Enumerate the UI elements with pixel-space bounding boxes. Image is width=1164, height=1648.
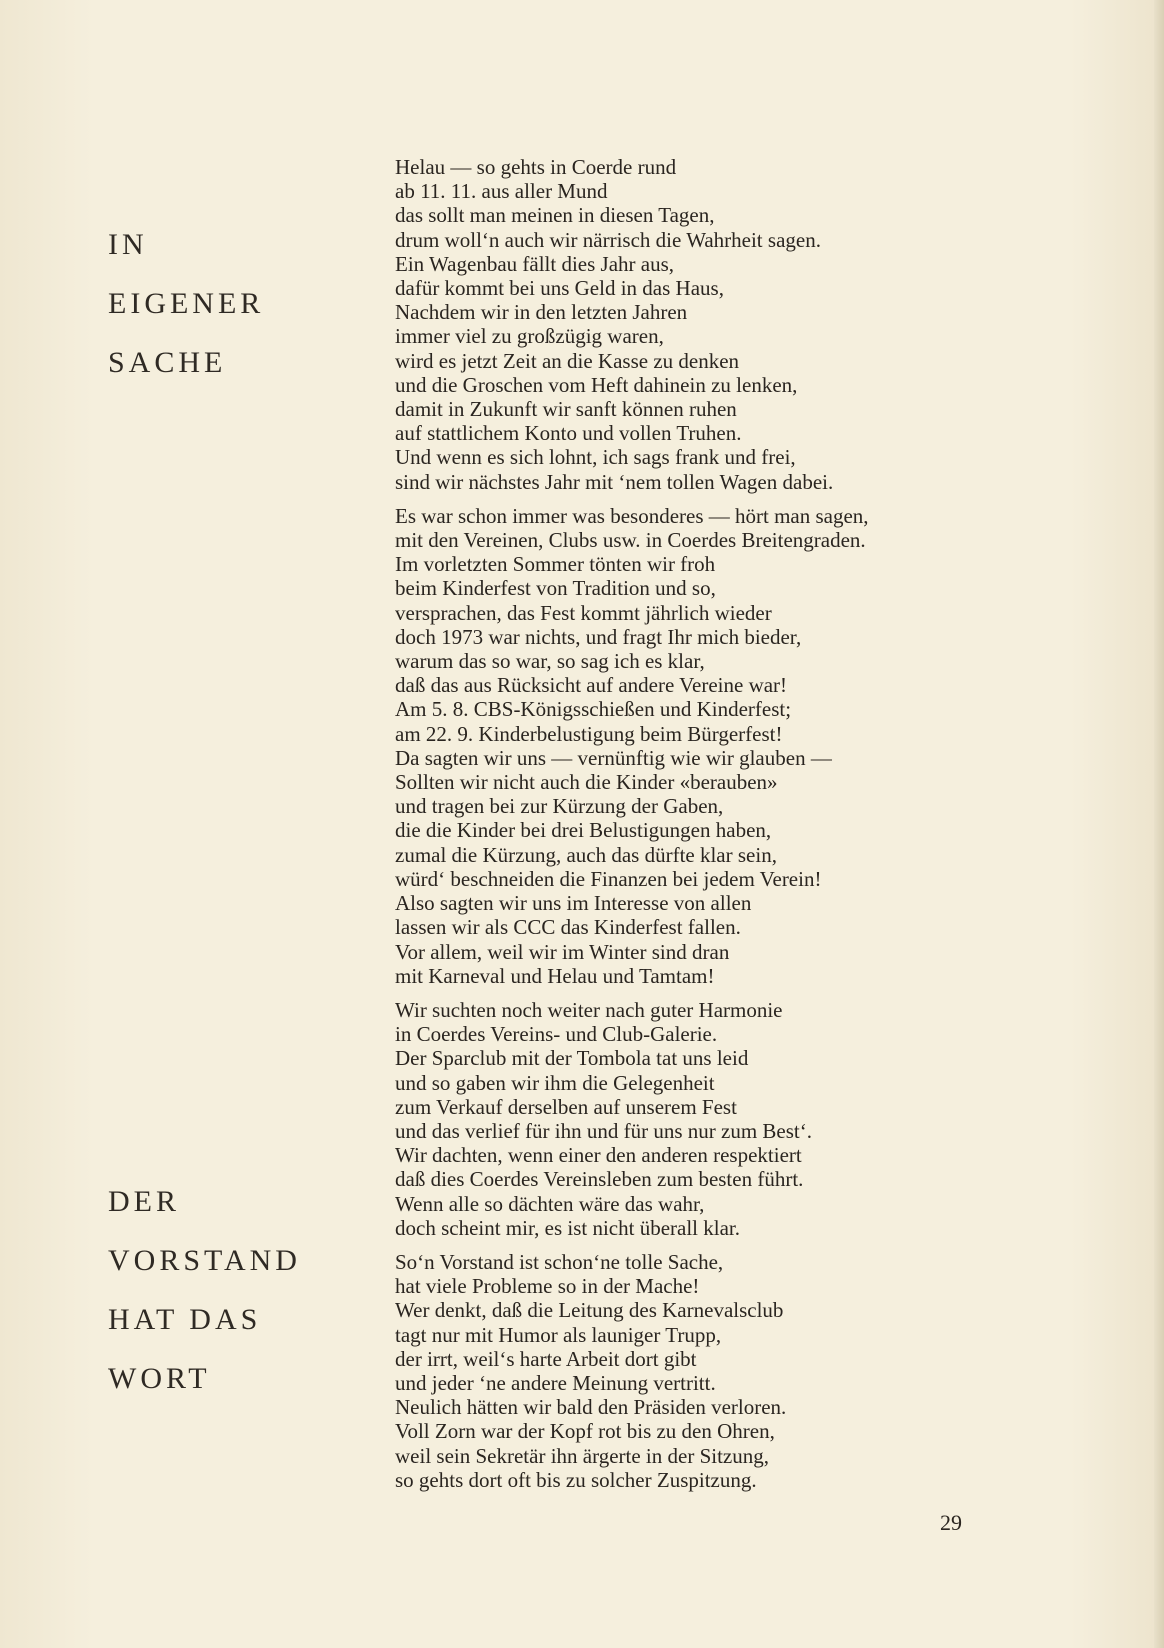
poem-line: und jeder ‘ne andere Meinung vertritt. — [395, 1370, 716, 1395]
poem-line: Voll Zorn war der Kopf rot bis zu den Ohren, — [395, 1419, 775, 1444]
poem-line: tagt nur mit Humor als launiger Trupp, — [395, 1322, 722, 1347]
poem-line: Wenn alle so dächten wäre das wahr, — [395, 1191, 705, 1216]
poem-stanza — [395, 998, 995, 1240]
poem-line: Der Sparclub mit der Tombola tat uns leid — [395, 1046, 749, 1071]
heading-line: VORSTAND — [108, 1244, 301, 1277]
poem-line: zum Verkauf derselben auf unserem Fest — [395, 1094, 737, 1119]
poem-stanza — [395, 504, 995, 988]
poem-line: ab 11. 11. aus aller Mund — [395, 179, 608, 204]
poem-line: immer viel zu großzügig waren, — [395, 324, 664, 349]
poem-line: zumal die Kürzung, auch das dürfte klar sein, — [395, 842, 777, 867]
poem-line: der irrt, weil‘s harte Arbeit dort gibt — [395, 1346, 697, 1371]
poem-line: würd‘ beschneiden die Finanzen bei jedem Verein! — [395, 866, 822, 891]
poem-line: warum das so war, so sag ich es klar, — [395, 649, 705, 674]
poem-line: Und wenn es sich lohnt, ich sags frank und frei, — [395, 445, 796, 470]
poem-line: hat viele Probleme so in der Mache! — [395, 1274, 700, 1299]
poem-line: wird es jetzt Zeit an die Kasse zu denken — [395, 348, 740, 373]
poem-line: daß das aus Rücksicht auf andere Vereine war! — [395, 673, 788, 698]
poem-line: Nachdem wir in den letzten Jahren — [395, 300, 688, 325]
poem-text — [395, 155, 995, 1502]
poem-line: Neulich hätten wir bald den Präsiden verloren. — [395, 1395, 787, 1420]
poem-line: Ein Wagenbau fällt dies Jahr aus, — [395, 251, 675, 276]
heading-line: IN — [108, 228, 148, 261]
heading-line: EIGENER — [108, 287, 265, 320]
heading-line: DER — [108, 1185, 180, 1218]
poem-line: Am 5. 8. CBS-Königsschießen und Kinderfest; — [395, 697, 792, 722]
poem-line: doch scheint mir, es ist nicht überall klar. — [395, 1215, 740, 1240]
poem-line: am 22. 9. Kinderbelustigung beim Bürgerfest! — [395, 721, 783, 746]
poem-line: doch 1973 war nichts, und fragt Ihr mich bieder, — [395, 624, 802, 649]
poem-line: so gehts dort oft bis zu solcher Zuspitzung. — [395, 1467, 757, 1492]
poem-line: Vor allem, weil wir im Winter sind dran — [395, 939, 730, 964]
heading-line: HAT DAS — [108, 1303, 262, 1336]
poem-line: Im vorletzten Sommer tönten wir froh — [395, 552, 716, 577]
poem-line: So‘n Vorstand ist schon‘ne tolle Sache, — [395, 1249, 724, 1274]
poem-line: und tragen bei zur Kürzung der Gaben, — [395, 794, 724, 819]
page-number: 29 — [940, 1510, 962, 1535]
poem-line: Also sagten wir uns im Interesse von allen — [395, 891, 752, 916]
poem-line: beim Kinderfest von Tradition und so, — [395, 576, 716, 601]
poem-line: mit den Vereinen, Clubs usw. in Coerdes Breitengraden. — [395, 528, 866, 553]
poem-line: daß dies Coerdes Vereinsleben zum besten führt. — [395, 1167, 804, 1192]
poem-line: damit in Zukunft wir sanft können ruhen — [395, 397, 737, 422]
poem-line: und die Groschen vom Heft dahinein zu lenken, — [395, 372, 798, 397]
poem-line: Wir dachten, wenn einer den anderen respektiert — [395, 1143, 802, 1168]
heading-line: SACHE — [108, 346, 227, 379]
poem-line: auf stattlichem Konto und vollen Truhen. — [395, 421, 742, 446]
poem-line: Da sagten wir uns — vernünftig wie wir glauben — — [395, 745, 832, 770]
poem-line: und so gaben wir ihm die Gelegenheit — [395, 1070, 715, 1095]
poem-line: und das verlief für ihn und für uns nur zum Best‘. — [395, 1118, 812, 1143]
poem-line: Es war schon immer was besonderes — hört man sagen, — [395, 503, 869, 528]
poem-line: das sollt man meinen in diesen Tagen, — [395, 203, 715, 228]
poem-stanza — [395, 1250, 995, 1492]
page-edge — [1154, 0, 1164, 1648]
poem-line: dafür kommt bei uns Geld in das Haus, — [395, 276, 724, 301]
poem-line: sind wir nächstes Jahr mit ‘nem tollen Wagen dabei. — [395, 469, 834, 494]
poem-line: mit Karneval und Helau und Tamtam! — [395, 963, 715, 988]
poem-line: in Coerdes Vereins- und Club-Galerie. — [395, 1022, 718, 1047]
poem-line: lassen wir als CCC das Kinderfest fallen. — [395, 915, 741, 940]
section-heading-der-vorstand — [108, 1172, 301, 1408]
poem-line: drum woll‘n auch wir närrisch die Wahrheit sagen. — [395, 227, 821, 252]
poem-stanza — [395, 155, 995, 494]
poem-line: weil sein Sekretär ihn ärgerte in der Sitzung, — [395, 1443, 770, 1468]
poem-line: Helau — so gehts in Coerde rund — [395, 155, 677, 179]
poem-line: Wer denkt, daß die Leitung des Karnevalsclub — [395, 1298, 784, 1323]
poem-line: die die Kinder bei drei Belustigungen haben, — [395, 818, 772, 843]
poem-line: versprachen, das Fest kommt jährlich wieder — [395, 600, 772, 625]
poem-line: Sollten wir nicht auch die Kinder «berauben» — [395, 770, 778, 795]
poem-line: Wir suchten noch weiter nach guter Harmonie — [395, 997, 783, 1022]
heading-line: WORT — [108, 1362, 211, 1395]
section-heading-in-eigener-sache — [108, 215, 264, 392]
